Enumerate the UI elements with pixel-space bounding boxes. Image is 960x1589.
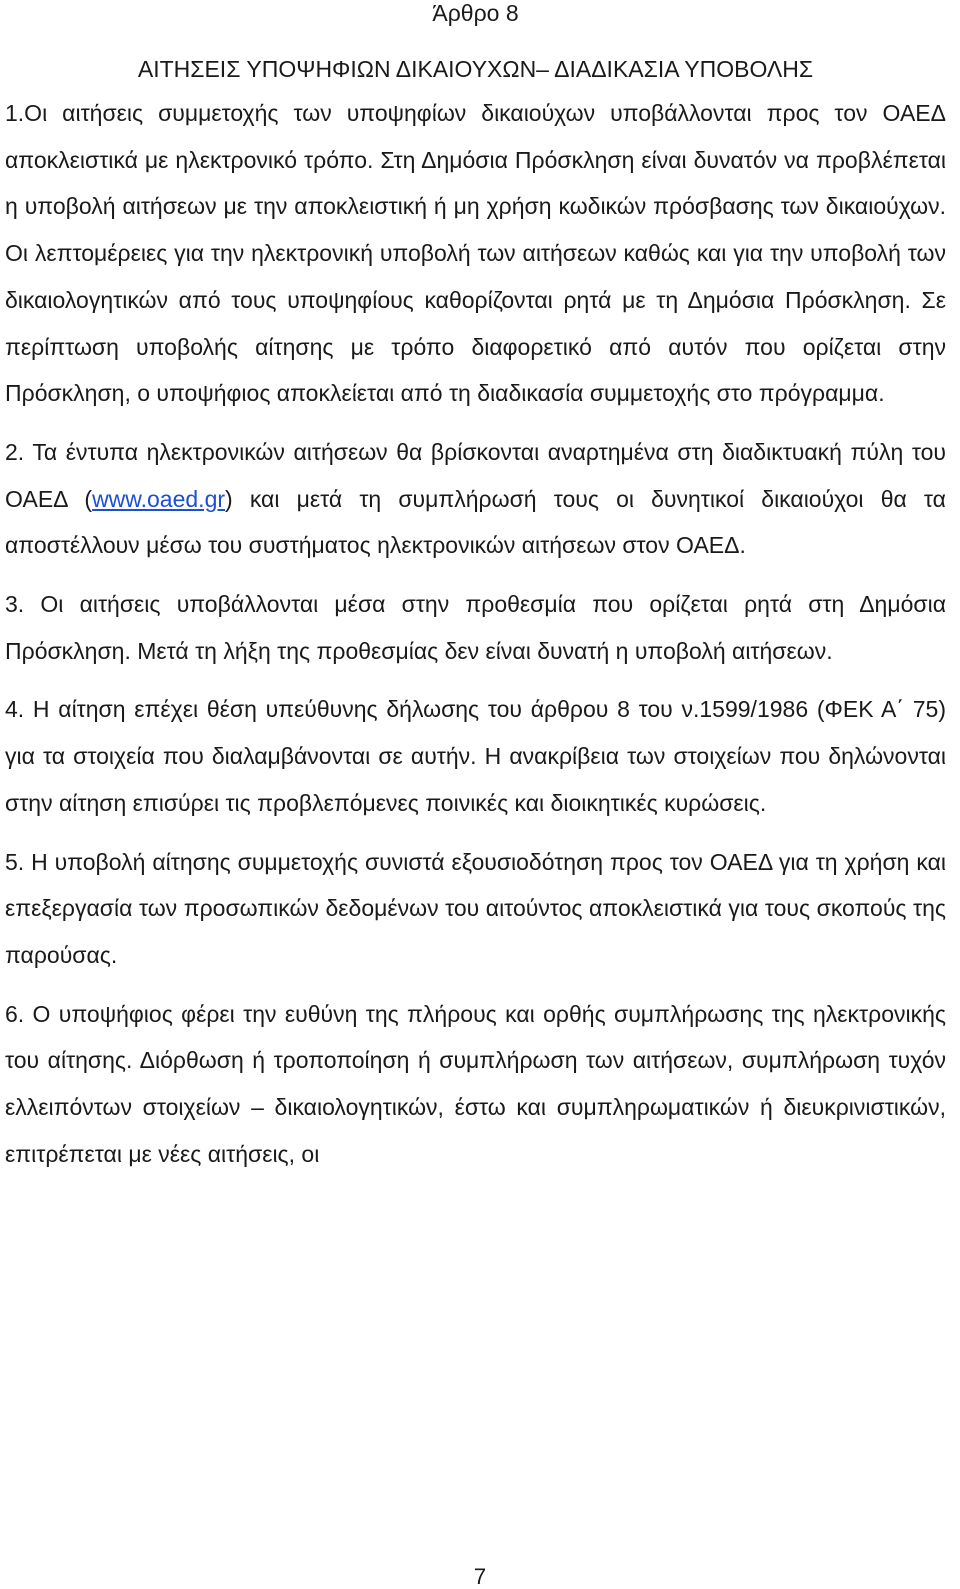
paragraph-2-text-start: 2. Τα έντυπα ηλεκτρονικών αιτήσεων θα βρίσκονται αναρτημένα στη διαδικτυακή πύλη του ΟΑΕΔ ( bbox=[5, 438, 946, 512]
paragraph-4: 4. Η αίτηση επέχει θέση υπεύθυνης δήλωσης του άρθρου 8 του ν.1599/1986 (ΦΕΚ Α΄ 75) για τα στοιχεία που διαλαμβάνονται σε αυτήν. Η ανακρίβεια των στοιχείων που δηλώνονται στην αίτηση επισύρει τις προβλεπόμενες ποινικές και διοικητικές κυρώσεις. bbox=[5, 696, 946, 816]
paragraph-2-text-end: ) και μετά τη συμπλήρωσή τους οι δυνητικοί δικαιούχοι θα τα αποστέλλουν μέσω του συστήματος ηλεκτρονικών αιτήσεων στον ΟΑΕΔ. bbox=[5, 485, 946, 559]
oaed-website-link[interactable]: www.oaed.gr bbox=[92, 485, 226, 512]
paragraph-2 bbox=[5, 429, 946, 569]
paragraph-5: 5. Η υποβολή αίτησης συμμετοχής συνιστά εξουσιοδότηση προς τον ΟΑΕΔ για τη χρήση και επεξεργασία των προσωπικών δεδομένων του αιτούντος αποκλειστικά για τους σκοπούς της παρούσας. bbox=[5, 848, 946, 968]
paragraph-3: 3. Οι αιτήσεις υποβάλλονται μέσα στην προθεσμία που ορίζεται ρητά στη Δημόσια Πρόσκληση. Μετά τη λήξη της προθεσμίας δεν είναι δυνατή η υποβολή αιτήσεων. bbox=[5, 591, 946, 664]
article-subtitle: ΑΙΤΗΣΕΙΣ ΥΠΟΨΗΦΙΩΝ ΔΙΚΑΙΟΥΧΩΝ– ΔΙΑΔΙΚΑΣΙΑ ΥΠΟΒΟΛΗΣ bbox=[137, 56, 814, 82]
article-title: Άρθρο 8 bbox=[432, 0, 519, 26]
paragraph-1: 1.Οι αιτήσεις συμμετοχής των υποψηφίων δικαιούχων υποβάλλονται προς τον ΟΑΕΔ αποκλειστικά με ηλεκτρονικό τρόπο. Στη Δημόσια Πρόσκληση είναι δυνατόν να προβλέπεται η υποβολή αιτήσεων με την αποκλειστική ή μη χρήση κωδικών πρόσβασης των δικαιούχων. Οι λεπτομέρειες για την ηλεκτρονική υποβολή των αιτήσεων καθώς και για την υποβολή των δικαιολογητικών από τους υποψηφίους καθορίζονται ρητά με τη Δημόσια Πρόσκληση. Σε περίπτωση υποβολής αίτησης με τρόπο διαφορετικό από αυτόν που ορίζεται στην Πρόσκληση, ο υποψήφιος αποκλείεται από τη διαδικασία συμμετοχής στο πρόγραμμα. bbox=[5, 100, 946, 407]
document-page bbox=[5, 0, 946, 1177]
paragraph-6: 6. Ο υποψήφιος φέρει την ευθύνη της πλήρους και ορθής συμπλήρωσης της ηλεκτρονικής του αίτησης. Διόρθωση ή τροποποίηση ή συμπλήρωση των αιτήσεων, συμπλήρωση τυχόν ελλειπόντων στοιχείων – δικαιολογητικών, έστω και συμπληρωματικών ή διευκρινιστικών, επιτρέπεται με νέες αιτήσεις, οι bbox=[5, 1000, 946, 1167]
page-number: 7 bbox=[473, 1564, 487, 1589]
